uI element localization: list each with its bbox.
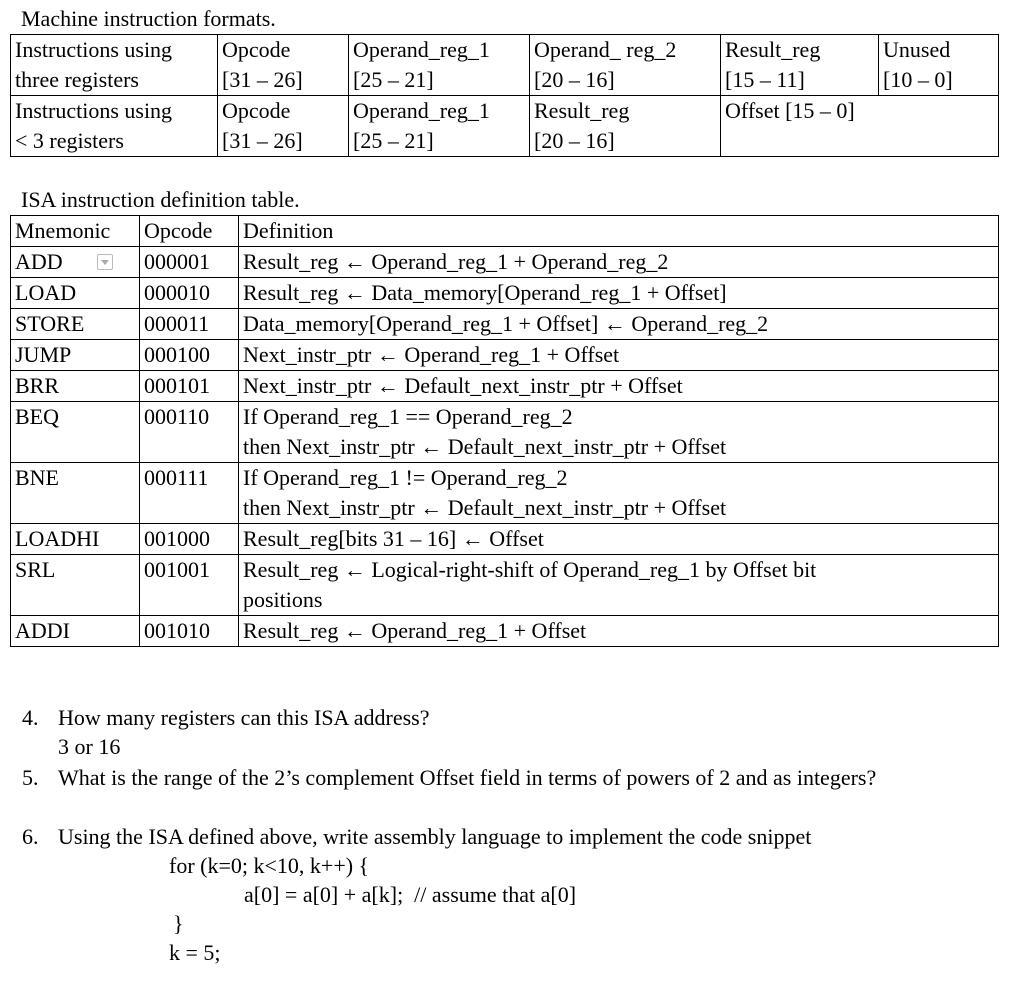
definition-cell: Result_reg ← Data_memory[Operand_reg_1 + Offset] [239,278,999,309]
format-row-three-registers [11,35,999,96]
isa-row-brr [11,371,999,402]
question-number: 4. [22,705,39,730]
opcode-cell: 001000 [140,524,239,555]
question-text: How many registers can this ISA address? [58,705,430,730]
isa-row-loadhi [11,524,999,555]
question-number: 5. [22,765,39,790]
format-name: Instructions using < 3 registers [11,96,218,157]
header-definition: Definition [239,216,999,247]
definition-cell: Result_reg ← Operand_reg_1 + Operand_reg_2 [239,247,999,278]
definition-cell: If Operand_reg_1 != Operand_reg_2 then Next_instr_ptr ← Default_next_instr_ptr + Offset [239,463,999,524]
isa-caption: ISA instruction definition table. [21,187,300,212]
code-line: for (k=0; k<10, k++) { [169,853,370,878]
question-text: What is the range of the 2’s complement Offset field in terms of powers of 2 and as integers? [58,765,877,790]
isa-header-row [11,216,999,247]
instruction-formats-table [10,34,999,157]
field-opcode: Opcode [31 – 26] [218,96,349,157]
code-line: a[0] = a[0] + a[k]; // assume that a[0] [244,882,577,907]
field-operand-reg-1: Operand_reg_1 [25 – 21] [349,35,530,96]
definition-cell: Next_instr_ptr ← Default_next_instr_ptr + Offset [239,371,999,402]
cell-dropdown-icon[interactable] [97,254,113,270]
field-result-reg: Result_reg [15 – 11] [721,35,879,96]
mnemonic-cell: JUMP [11,340,140,371]
definition-cell: If Operand_reg_1 == Operand_reg_2 then Next_instr_ptr ← Default_next_instr_ptr + Offset [239,402,999,463]
code-line: } [173,911,184,936]
opcode-cell: 001001 [140,555,239,616]
definition-cell: Data_memory[Operand_reg_1 + Offset] ← Operand_reg_2 [239,309,999,340]
mnemonic-cell: SRL [11,555,140,616]
format-name: Instructions using three registers [11,35,218,96]
opcode-cell: 000010 [140,278,239,309]
opcode-cell: 000111 [140,463,239,524]
mnemonic-cell: BEQ [11,402,140,463]
mnemonic-cell: LOAD [11,278,140,309]
question-answer: 3 or 16 [58,734,121,759]
opcode-cell: 000001 [140,247,239,278]
isa-row-store [11,309,999,340]
mnemonic-cell: ADDI [11,616,140,647]
format-row-fewer-registers [11,96,999,157]
field-result-reg: Result_reg [20 – 16] [530,96,721,157]
header-mnemonic: Mnemonic [11,216,140,247]
question-text: Using the ISA defined above, write assembly language to implement the code snippet [58,824,812,849]
field-unused: Unused [10 – 0] [879,35,999,96]
field-operand-reg-2: Operand_ reg_2 [20 – 16] [530,35,721,96]
field-operand-reg-1: Operand_reg_1 [25 – 21] [349,96,530,157]
mnemonic-cell: BRR [11,371,140,402]
isa-row-beq [11,402,999,463]
opcode-cell: 001010 [140,616,239,647]
mnemonic-cell: BNE [11,463,140,524]
opcode-cell: 000101 [140,371,239,402]
code-line: k = 5; [169,940,221,965]
definition-cell: Result_reg ← Logical-right-shift of Operand_reg_1 by Offset bit positions [239,555,999,616]
header-opcode: Opcode [140,216,239,247]
opcode-cell: 000011 [140,309,239,340]
isa-row-add [11,247,999,278]
field-offset: Offset [15 – 0] [721,96,999,157]
isa-row-bne [11,463,999,524]
mnemonic-cell: LOADHI [11,524,140,555]
formats-caption: Machine instruction formats. [21,6,276,31]
mnemonic-cell: ADD [11,247,140,278]
field-opcode: Opcode [31 – 26] [218,35,349,96]
definition-cell: Result_reg[bits 31 – 16] ← Offset [239,524,999,555]
isa-row-jump [11,340,999,371]
isa-row-addi [11,616,999,647]
definition-cell: Next_instr_ptr ← Operand_reg_1 + Offset [239,340,999,371]
isa-definition-table [10,215,999,647]
isa-row-srl [11,555,999,616]
opcode-cell: 000100 [140,340,239,371]
definition-cell: Result_reg ← Operand_reg_1 + Offset [239,616,999,647]
mnemonic-cell: STORE [11,309,140,340]
opcode-cell: 000110 [140,402,239,463]
question-number: 6. [22,824,39,849]
isa-row-load [11,278,999,309]
